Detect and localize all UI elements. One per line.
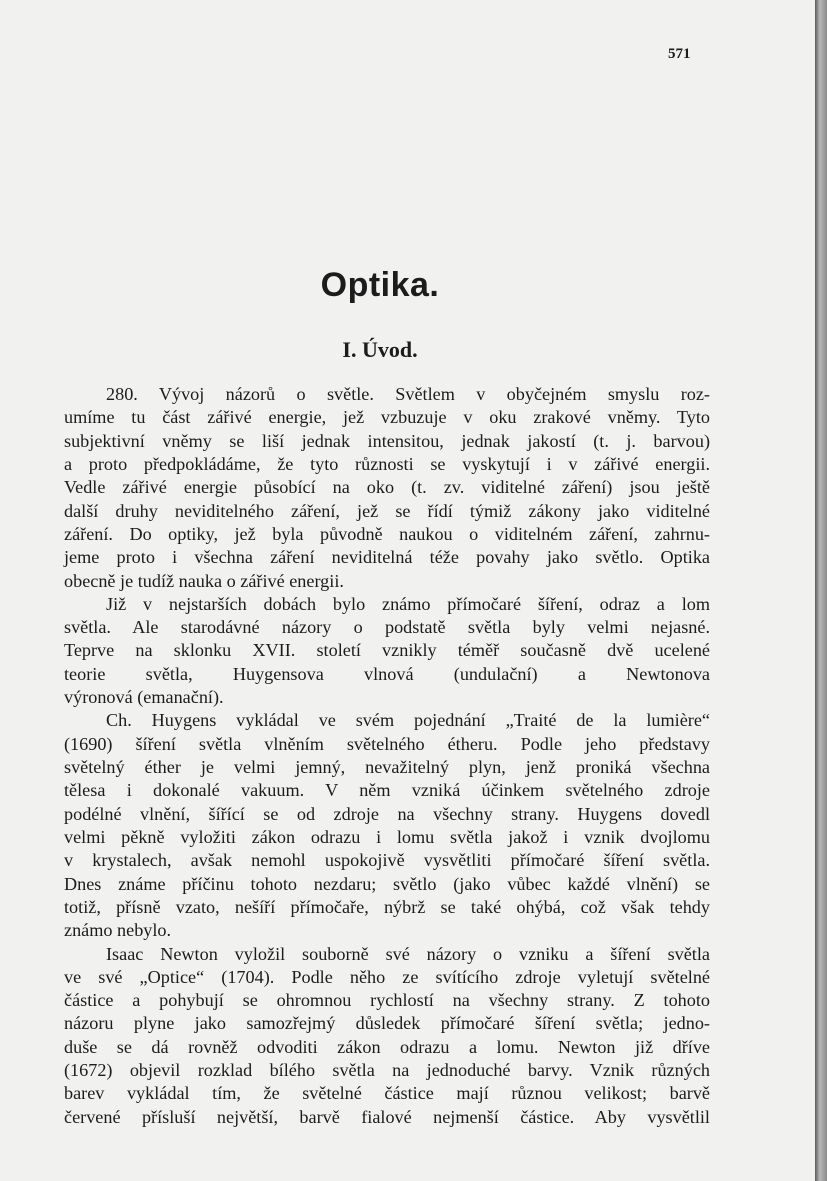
text-line: velmi pěkně vyložiti zákon odrazu i lomu světla jakož i vznik dvojlomu [64, 826, 710, 847]
text-line: barev vykládal tím, že světelné částice mají různou velikost; barvě [64, 1083, 710, 1104]
text-line: Ch. Huygens vykládal ve svém pojednání „Traité de la lumière“ [106, 710, 710, 731]
text-line: červené přísluší největší, barvě fialové nejmenší částice. Aby vysvětlil [64, 1106, 710, 1127]
text-line: názoru plyne jako samozřejmý důsledek přímočaré šíření světla; jedno- [64, 1013, 710, 1034]
text-line: totiž, přísně vzato, nešíří přímočaře, nýbrž se také ohýbá, což však tehdy [64, 896, 710, 917]
text-line: ve své „Optice“ (1704). Podle něho ze svítícího zdroje vyletují světelné [64, 966, 710, 987]
text-line: (1672) objevil rozklad bílého světla na jednoduché barvy. Vznik různých [64, 1060, 710, 1081]
text-line: Již v nejstarších dobách bylo známo přímočaré šíření, odraz a lom [106, 593, 710, 614]
section-title: I. Úvod. [342, 337, 418, 362]
text-line: obecně je tudíž nauka o zářivé energii. [64, 570, 344, 591]
text-line: (1690) šíření světla vlněním světelného étheru. Podle jeho představy [64, 733, 710, 754]
page-number: 571 [668, 46, 691, 62]
text-line: 280. Vývoj názorů o světle. Světlem v obyčejném smyslu roz- [106, 384, 710, 404]
text-line: v krystalech, avšak nemohl uspokojivě vysvětliti přímočaré šíření světla. [64, 850, 710, 871]
text-line: subjektivní vněmy se liší jednak intensitou, jednak jakostí (t. j. barvou) [64, 430, 710, 451]
text-line: světla. Ale starodávné názory o podstatě světla byly velmi nejasné. [64, 617, 710, 638]
text-line: Vedle zářivé energie působící na oko (t. zv. viditelné záření) jsou ještě [64, 477, 710, 498]
text-line: Dnes známe příčinu tohoto nezdaru; světlo (jako vůbec každé vlnění) se [64, 873, 710, 894]
chapter-title: Optika. [320, 266, 440, 304]
text-line: duše se dá rovněž odvoditi zákon odrazu a lomu. Newton již dříve [64, 1036, 710, 1057]
text-line: Teprve na sklonku XVII. století vznikly téměř současně dvě ucelené [64, 640, 710, 661]
text-line: jeme proto i všechna záření neviditelná téže povahy jako světlo. Optika [64, 547, 710, 568]
text-line: částice a pohybují se ohromnou rychlostí na všechny strany. Z tohoto [64, 990, 710, 1011]
text-line: teorie světla, Huygensova vlnová (undulační) a Newtonova [64, 663, 710, 684]
text-line: Isaac Newton vyložil souborně své názory o vzniku a šíření světla [106, 943, 710, 964]
text-line: záření. Do optiky, jež byla původně naukou o viditelném záření, zahrnu- [64, 523, 710, 544]
text-line: známo nebylo. [64, 920, 172, 941]
text-line: tělesa i dokonalé vakuum. V něm vzniká účinkem světelného zdroje [64, 780, 710, 801]
page-edge [815, 0, 827, 1181]
text-line: umíme tu část zářivé energie, jež vzbuzuje v oku zrakové vněmy. Tyto [64, 407, 710, 428]
text-line: světelný éther je velmi jemný, nevažitelný plyn, jenž proniká všechna [64, 757, 710, 777]
text-line: a proto předpokládáme, že tyto různosti se vyskytují i v zářivé energii. [64, 453, 710, 474]
text-line: výronová (emanační). [64, 687, 224, 708]
text-line: podélné vlnění, šířící se od zdroje na všechny strany. Huygens dovedl [64, 803, 710, 824]
body-text [64, 383, 710, 1129]
text-line: další druhy neviditelného záření, jež se řídí týmiž zákony jako viditelné [64, 500, 710, 521]
